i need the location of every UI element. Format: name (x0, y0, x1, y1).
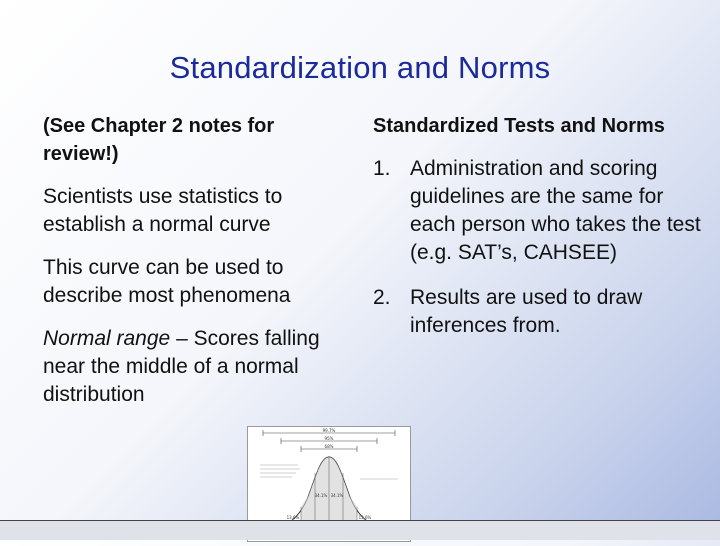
list-number: 2. (373, 286, 391, 309)
left-heading: (See Chapter 2 notes for review!) (43, 115, 275, 165)
footer-bar (0, 520, 720, 540)
slide-title: Standardization and Norms (169, 50, 551, 85)
figure-label: 99.7% (322, 428, 336, 433)
figure-label: 13.6% (358, 515, 372, 520)
left-paragraph-3 (43, 325, 343, 409)
normal-range-definition: – Scores falling near the middle of a normal distribution (43, 327, 320, 406)
numbered-list (373, 155, 703, 340)
left-paragraph-1: Scientists use statistics to establish a normal curve (43, 185, 283, 236)
right-column (373, 112, 703, 357)
left-paragraph-2: This curve can be used to describe most phenomena (43, 256, 291, 307)
list-item (373, 284, 703, 340)
right-heading: Standardized Tests and Norms (373, 115, 665, 137)
list-item (373, 155, 703, 267)
left-column (43, 112, 343, 424)
figure-label: 13.6% (286, 515, 300, 520)
figure-label: 95% (324, 436, 334, 441)
figure-label: 34.1% (330, 493, 344, 498)
list-text: Administration and scoring guidelines are the same for each person who takes the test (e.g. SAT’s, CAHSEE) (410, 157, 701, 264)
list-text: Results are used to draw inferences from. (410, 286, 643, 337)
normal-range-term: Normal range (43, 327, 171, 350)
list-number: 1. (373, 157, 391, 180)
figure-label: 68% (324, 444, 334, 449)
figure-label: 34.1% (314, 493, 328, 498)
